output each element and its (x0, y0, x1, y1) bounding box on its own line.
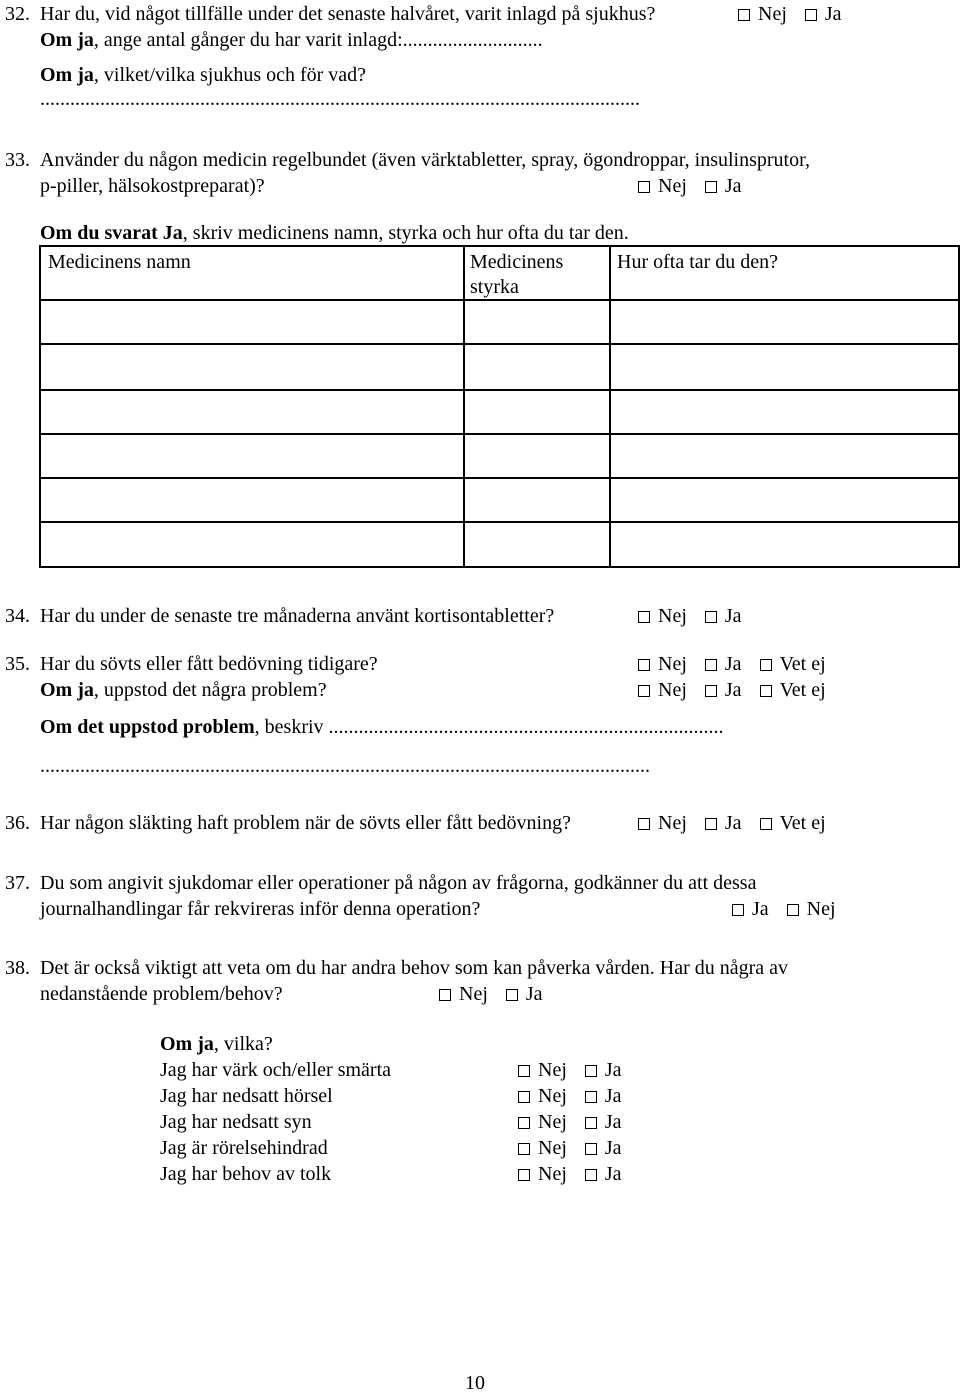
q33-options (638, 174, 760, 198)
q38-sub-heading: Om ja, vilka? (160, 1033, 273, 1055)
checkbox-icon[interactable] (638, 818, 650, 830)
q36-number: 36. (5, 812, 30, 834)
checkbox-icon[interactable] (439, 989, 451, 1001)
q38-item-ja-option[interactable]: Ja (585, 1136, 622, 1160)
table-col-divider (609, 247, 611, 566)
q35-sub-ja-option[interactable]: Ja (705, 678, 742, 702)
checkbox-icon[interactable] (760, 659, 772, 671)
q35-describe-line[interactable]: Om det uppstod problem, beskriv ............................................................................... (40, 716, 724, 738)
q37-question-line1: Du som angivit sjukdomar eller operationer på någon av frågorna, godkänner du att dessa (40, 872, 757, 894)
q38-item-options (518, 1058, 640, 1082)
q38-item-ja-option[interactable]: Ja (585, 1110, 622, 1134)
checkbox-icon[interactable] (805, 9, 817, 21)
q36-options (638, 811, 844, 835)
q35-ja-option[interactable]: Ja (705, 652, 742, 676)
q33-nej-option[interactable]: Nej (638, 174, 687, 198)
q37-ja-option[interactable]: Ja (732, 897, 769, 921)
checkbox-icon[interactable] (585, 1091, 597, 1103)
q38-item-ja-option[interactable]: Ja (585, 1084, 622, 1108)
checkbox-icon[interactable] (760, 685, 772, 697)
table-header-name: Medicinens namn (48, 251, 191, 273)
q38-ja-option[interactable]: Ja (506, 982, 543, 1006)
q38-item-label: Jag har värk och/eller smärta (160, 1059, 392, 1081)
q38-item-label: Jag har nedsatt hörsel (160, 1085, 333, 1107)
q38-item-nej-option[interactable]: Nej (518, 1136, 567, 1160)
q35-question: Har du sövts eller fått bedövning tidigare? (40, 653, 378, 675)
q34-options (638, 604, 760, 628)
q37-nej-option[interactable]: Nej (787, 897, 836, 921)
q38-number: 38. (5, 957, 30, 979)
checkbox-icon[interactable] (518, 1091, 530, 1103)
checkbox-icon[interactable] (732, 904, 744, 916)
q34-number: 34. (5, 605, 30, 627)
q32-question: Har du, vid något tillfälle under det senaste halvåret, varit inlagd på sjukhus? (40, 3, 656, 25)
q38-item-label: Jag har behov av tolk (160, 1163, 332, 1185)
checkbox-icon[interactable] (638, 685, 650, 697)
q35-vetej-option[interactable]: Vet ej (760, 652, 826, 676)
q38-options (439, 982, 561, 1006)
q35-options (638, 652, 844, 676)
checkbox-icon[interactable] (518, 1169, 530, 1181)
q36-question: Har någon släkting haft problem när de sövts eller fått bedövning? (40, 812, 571, 834)
q35-sub-options (638, 678, 844, 702)
q33-number: 33. (5, 149, 30, 171)
checkbox-icon[interactable] (518, 1143, 530, 1155)
table-row-divider (41, 477, 958, 479)
q38-item-ja-option[interactable]: Ja (585, 1162, 622, 1186)
q34-ja-option[interactable]: Ja (705, 604, 742, 628)
q38-item-label: Jag är rörelsehindrad (160, 1137, 328, 1159)
q38-item-nej-option[interactable]: Nej (518, 1058, 567, 1082)
q33-instruction: Om du svarat Ja, skriv medicinens namn, styrka och hur ofta du tar den. (40, 222, 629, 244)
checkbox-icon[interactable] (760, 818, 772, 830)
checkbox-icon[interactable] (705, 685, 717, 697)
checkbox-icon[interactable] (638, 181, 650, 193)
checkbox-icon[interactable] (585, 1117, 597, 1129)
table-row-divider (41, 433, 958, 435)
checkbox-icon[interactable] (705, 818, 717, 830)
q33-question-line1: Använder du någon medicin regelbundet (även värktabletter, spray, ögondroppar, insulinsprutor, (40, 149, 810, 171)
table-row-divider (41, 343, 958, 345)
q35-sub-vetej-option[interactable]: Vet ej (760, 678, 826, 702)
q35-number: 35. (5, 653, 30, 675)
checkbox-icon[interactable] (738, 9, 750, 21)
q32-number: 32. (5, 3, 30, 25)
q37-question-line2: journalhandlingar får rekvireras inför denna operation? (40, 898, 481, 920)
q38-item-nej-option[interactable]: Nej (518, 1162, 567, 1186)
q32-answer-dots[interactable]: ........................................................................................................................ (40, 88, 640, 110)
q38-item-ja-option[interactable]: Ja (585, 1058, 622, 1082)
table-row-divider (41, 521, 958, 523)
table-header-frequency: Hur ofta tar du den? (617, 251, 779, 273)
q32-ja-option[interactable]: Ja (805, 2, 842, 26)
checkbox-icon[interactable] (638, 659, 650, 671)
checkbox-icon[interactable] (585, 1169, 597, 1181)
q32-hospital-line: Om ja, vilket/vilka sjukhus och för vad? (40, 64, 367, 86)
checkbox-icon[interactable] (506, 989, 518, 1001)
table-row-divider (41, 389, 958, 391)
q38-item-options (518, 1136, 640, 1160)
q38-question-line2: nedanstående problem/behov? (40, 983, 283, 1005)
table-col-divider (463, 247, 465, 566)
medication-table (39, 245, 960, 568)
checkbox-icon[interactable] (787, 904, 799, 916)
checkbox-icon[interactable] (518, 1117, 530, 1129)
q38-nej-option[interactable]: Nej (439, 982, 488, 1006)
q38-item-nej-option[interactable]: Nej (518, 1084, 567, 1108)
q38-item-options (518, 1162, 640, 1186)
checkbox-icon[interactable] (705, 181, 717, 193)
q36-ja-option[interactable]: Ja (705, 811, 742, 835)
q38-item-options (518, 1084, 640, 1108)
q32-options (738, 2, 860, 26)
q38-item-options (518, 1110, 640, 1134)
q36-vetej-option[interactable]: Vet ej (760, 811, 826, 835)
q33-question-line2: p-piller, hälsokostpreparat)? (40, 175, 265, 197)
checkbox-icon[interactable] (638, 611, 650, 623)
q38-question-line1: Det är också viktigt att veta om du har andra behov som kan påverka vården. Har du några av (40, 957, 789, 979)
q35-nej-option[interactable]: Nej (638, 652, 687, 676)
q36-nej-option[interactable]: Nej (638, 811, 687, 835)
table-header-strength-1: Medicinens (470, 251, 564, 273)
q37-options (732, 897, 854, 921)
q37-number: 37. (5, 872, 30, 894)
page-number: 10 (465, 1372, 485, 1394)
q32-count-line: Om ja, ange antal gånger du har varit inlagd:............................ (40, 29, 543, 51)
checkbox-icon[interactable] (705, 659, 717, 671)
checkbox-icon[interactable] (585, 1065, 597, 1077)
q34-question: Har du under de senaste tre månaderna använt kortisontabletter? (40, 605, 555, 627)
checkbox-icon[interactable] (705, 611, 717, 623)
q35-answer-dots[interactable]: .......................................................................................................................... (40, 755, 650, 777)
q35-sub-question: Om ja, uppstod det några problem? (40, 679, 327, 701)
q33-ja-option[interactable]: Ja (705, 174, 742, 198)
q34-nej-option[interactable]: Nej (638, 604, 687, 628)
q38-item-nej-option[interactable]: Nej (518, 1110, 567, 1134)
checkbox-icon[interactable] (518, 1065, 530, 1077)
q35-sub-nej-option[interactable]: Nej (638, 678, 687, 702)
table-header-strength-2: styrka (470, 276, 519, 298)
q32-nej-option[interactable]: Nej (738, 2, 787, 26)
q38-item-label: Jag har nedsatt syn (160, 1111, 312, 1133)
checkbox-icon[interactable] (585, 1143, 597, 1155)
